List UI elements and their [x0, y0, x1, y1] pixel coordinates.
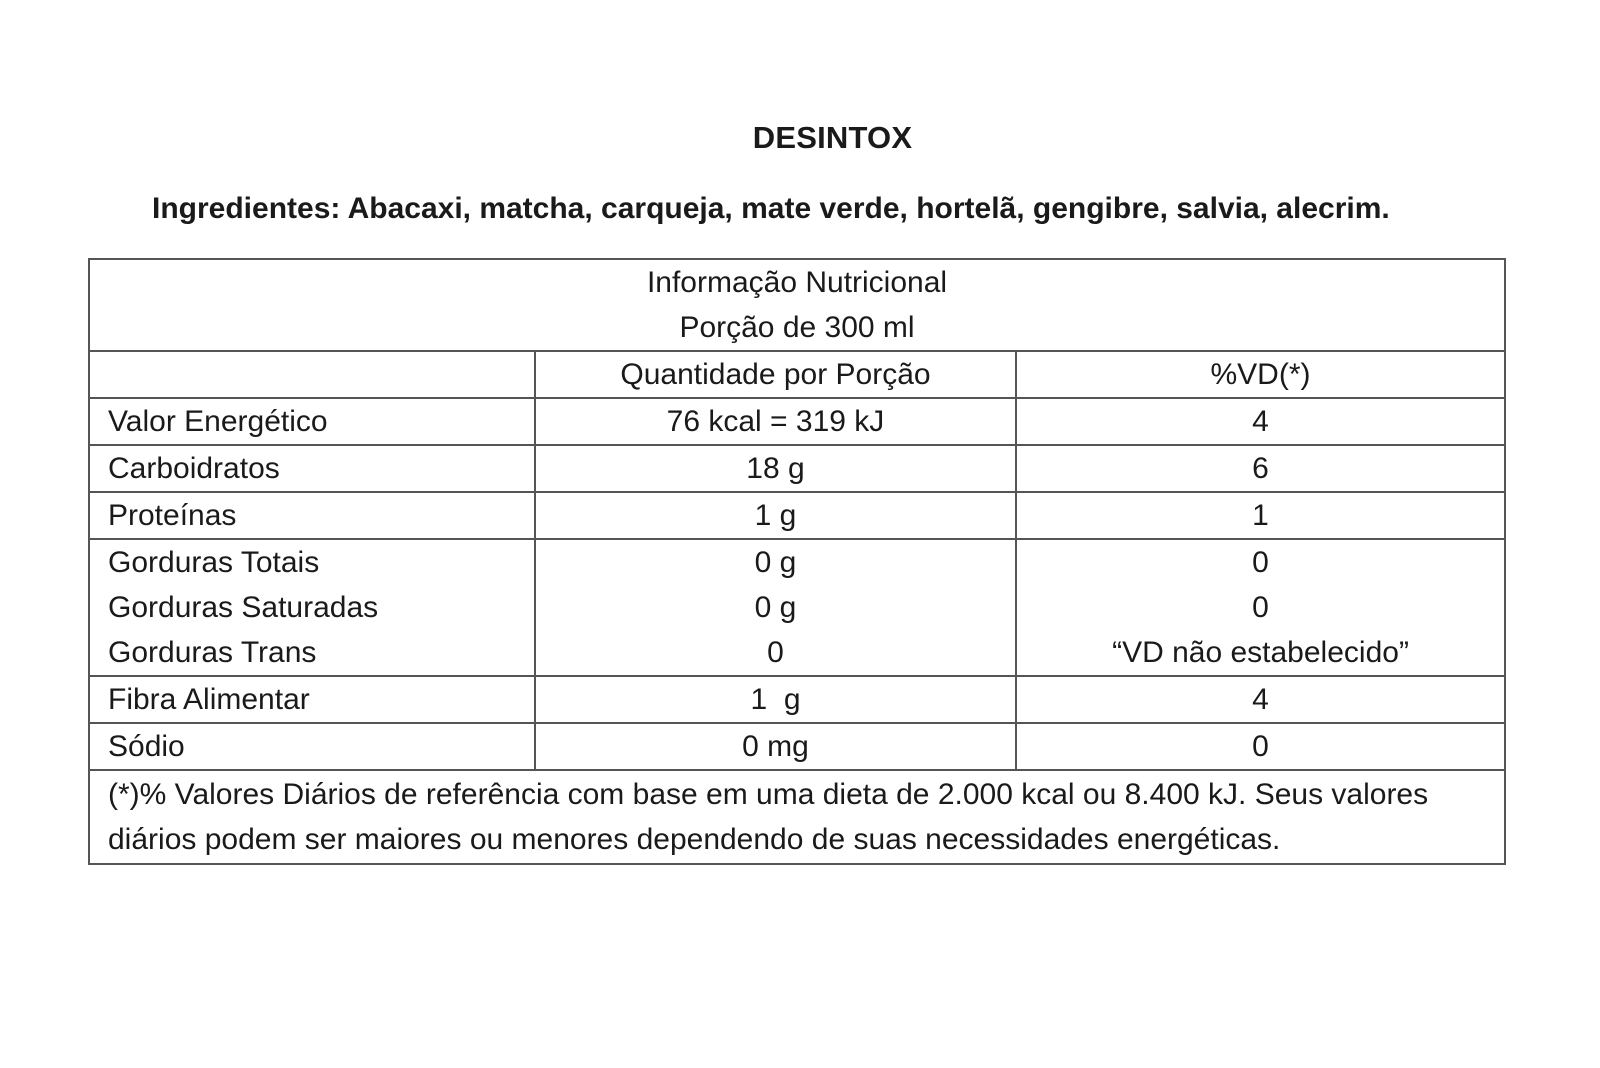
- nutrient-vd: 0: [1252, 546, 1269, 579]
- nutrient-vd: 1: [1016, 492, 1505, 539]
- nutrient-amount: 0: [767, 636, 784, 669]
- ingredients-line: Ingredientes: Abacaxi, matcha, carqueja, mate verde, hortelã, gengibre, salvia, alecrim.: [152, 192, 1390, 225]
- fats-names: [89, 539, 535, 676]
- product-title: DESINTOX: [752, 120, 913, 155]
- nutrient-amount: 1 g: [535, 676, 1016, 723]
- nutrient-amount: 1 g: [535, 492, 1016, 539]
- table-row: [89, 492, 1505, 539]
- nutrient-name: Valor Energético: [89, 398, 535, 445]
- table-header: [89, 259, 1505, 351]
- nutrient-name: Carboidratos: [89, 445, 535, 492]
- fats-amounts: [535, 539, 1016, 676]
- column-header-row: [89, 351, 1505, 398]
- column-header-amount: Quantidade por Porção: [535, 351, 1016, 398]
- nutrient-amount: 0 g: [754, 546, 797, 579]
- fats-row: [89, 539, 1505, 676]
- column-header-vd: %VD(*): [1016, 351, 1505, 398]
- nutrient-vd: 6: [1016, 445, 1505, 492]
- table-header-row: [89, 259, 1505, 351]
- nutrition-table: [88, 258, 1506, 865]
- column-header-nutrient: [89, 351, 535, 398]
- nutrient-amount: 18 g: [535, 445, 1016, 492]
- table-row: [89, 398, 1505, 445]
- nutrient-vd: 0: [1252, 591, 1269, 624]
- table-row: [89, 676, 1505, 723]
- nutrient-amount: 76 kcal = 319 kJ: [535, 398, 1016, 445]
- nutrient-name: Gorduras Trans: [108, 636, 317, 669]
- table-header-title: Informação Nutricional: [646, 266, 948, 299]
- nutrient-name: Gorduras Totais: [108, 546, 320, 579]
- nutrient-vd: “VD não estabelecido”: [1112, 636, 1409, 669]
- nutrient-amount: 0 g: [754, 591, 797, 624]
- table-header-serving: Porção de 300 ml: [679, 311, 915, 344]
- nutrient-name: Gorduras Saturadas: [108, 591, 379, 624]
- nutrient-name: Sódio: [89, 723, 535, 770]
- footnote-row: [89, 770, 1505, 864]
- fats-vd: [1016, 539, 1505, 676]
- nutrient-vd: 0: [1016, 723, 1505, 770]
- nutrient-amount: 0 mg: [535, 723, 1016, 770]
- nutrient-vd: 4: [1016, 676, 1505, 723]
- footnote: (*)% Valores Diários de referência com base em uma dieta de 2.000 kcal ou 8.400 kJ. Seus valores diários podem ser maiores ou menores dependendo de suas necessidades energéticas.: [89, 770, 1505, 864]
- nutrient-vd: 4: [1016, 398, 1505, 445]
- table-row: [89, 445, 1505, 492]
- table-row: [89, 723, 1505, 770]
- nutrient-name: Fibra Alimentar: [89, 676, 535, 723]
- nutrient-name: Proteínas: [89, 492, 535, 539]
